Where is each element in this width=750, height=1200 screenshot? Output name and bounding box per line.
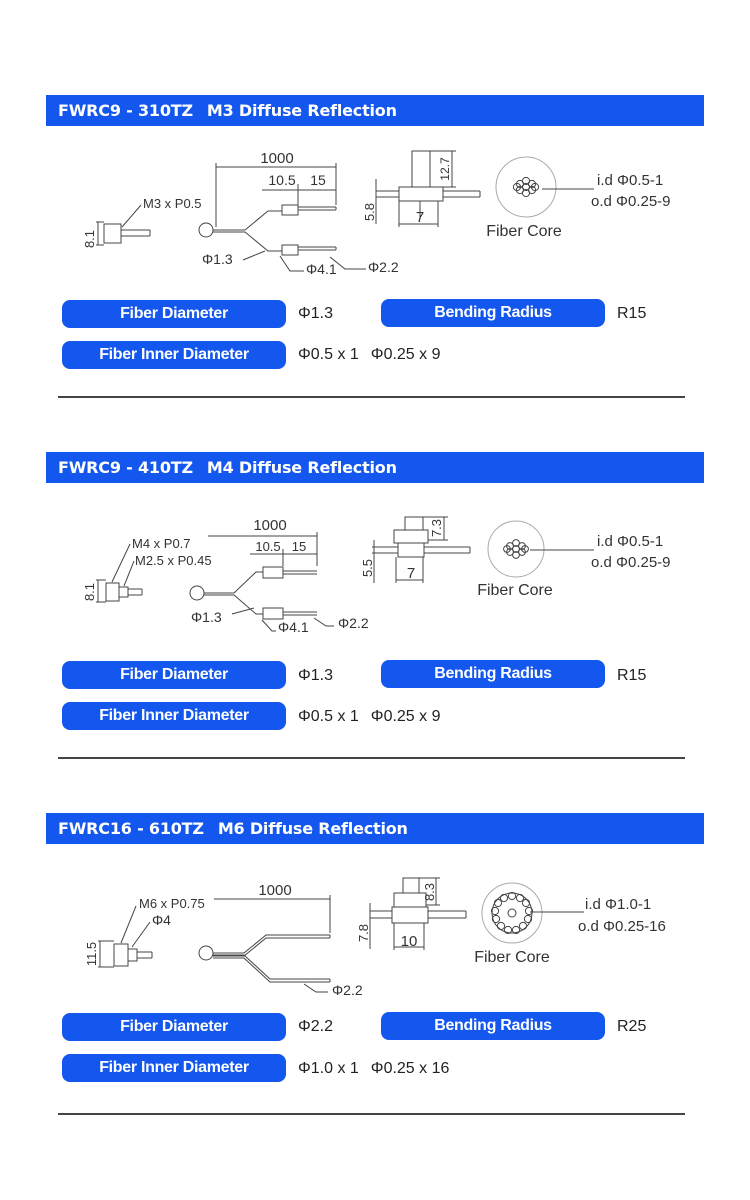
product-section-3 [0,813,750,1143]
side-width-label: 7 [406,565,416,582]
inner-core-value: Φ1.0 x 1 [298,1060,359,1077]
section-divider [58,1113,685,1115]
inner-outer-value: Φ0.25 x 9 [370,708,441,725]
technical-drawing [0,857,750,1007]
technical-drawing [0,496,750,646]
outer-diameter-label: o.d Φ0.25-16 [578,918,666,935]
bending-radius-pill: Bending Radius [381,1012,605,1040]
technical-drawing [0,139,750,289]
cable-od-label: Φ2.2 [332,982,363,998]
section-divider [58,396,685,398]
fiber-diameter-pill: Fiber Diameter [62,1013,286,1041]
side-width-label: 10 [400,933,418,950]
fiber-inner-diameter-value [298,1055,449,1083]
bending-radius-value: R25 [617,1018,647,1035]
side-height-label: 7.8 [356,923,371,943]
fiber-inner-diameter-value [298,341,441,369]
fiber-od-label: Φ1.3 [202,251,233,267]
side-width-label: 7 [415,209,425,226]
fiber-diameter-value: Φ1.3 [298,667,334,684]
bending-radius-pill: Bending Radius [381,660,605,688]
outer-diameter-label: o.d Φ0.25-9 [591,193,671,210]
length-label: 1000 [260,150,294,167]
dim-b-label: 15 [291,539,307,554]
bending-radius-value: R15 [617,305,647,322]
model-description: M6 Diffuse Reflection [217,819,408,838]
section-title-bar [46,95,704,126]
fiber-inner-diameter-pill: Fiber Inner Diameter [62,702,286,730]
product-section-1 [0,95,750,425]
nut-height-label: 7.3 [429,518,444,538]
section-divider [58,757,685,759]
side-height-label: 5.8 [362,202,377,222]
fiber-core-label: Fiber Core [474,949,550,966]
length-label: 1000 [253,517,287,534]
length-label: 1000 [258,882,292,899]
sleeve-od-label: Φ4.1 [278,619,309,635]
side-height-label: 5.5 [360,558,375,578]
thread2-label: M2.5 x P0.45 [135,553,212,568]
head-height-label: 8.1 [82,229,97,249]
fiber-core-outer [496,157,556,217]
cable-od-label: Φ2.2 [338,615,369,631]
inner-diameter-label: i.d Φ1.0-1 [585,896,652,913]
sleeve-od-label: Φ4.1 [306,261,337,277]
fiber-inner-diameter-value [298,703,441,731]
cable-od-label: Φ2.2 [368,259,399,275]
thread-label: M4 x P0.7 [132,536,191,551]
section-title-bar [46,813,704,844]
fiber-diameter-value: Φ2.2 [298,1018,334,1035]
section-title-bar [46,452,704,483]
inner-core-value: Φ0.5 x 1 [298,346,359,363]
head-height-label: 11.5 [84,941,99,967]
thread2-label: Φ4 [152,912,171,928]
head-height-label: 8.1 [82,582,97,602]
nut-height-label: 12.7 [438,157,452,181]
inner-core-value: Φ0.5 x 1 [298,708,359,725]
nut-height-label: 8.3 [422,882,437,902]
fiber-core-label: Fiber Core [477,582,553,599]
model-description: M4 Diffuse Reflection [206,458,397,477]
model-name: FWRC9 - 410TZ [58,458,193,477]
inner-outer-value: Φ0.25 x 9 [370,346,441,363]
fiber-inner-diameter-pill: Fiber Inner Diameter [62,1054,286,1082]
bending-radius-value: R15 [617,667,647,684]
model-description: M3 Diffuse Reflection [206,101,397,120]
inner-diameter-label: i.d Φ0.5-1 [597,533,664,550]
fiber-core-label: Fiber Core [486,223,562,240]
inner-diameter-label: i.d Φ0.5-1 [597,172,664,189]
dim-a-label: 10.5 [268,172,296,188]
bending-radius-pill: Bending Radius [381,299,605,327]
thread-label: M6 x P0.75 [139,896,205,911]
dim-b-label: 15 [310,172,326,188]
model-name: FWRC9 - 310TZ [58,101,193,120]
fiber-diameter-pill: Fiber Diameter [62,300,286,328]
thread-label: M3 x P0.5 [143,196,202,211]
sensor-head-shape [104,224,121,243]
fiber-od-label: Φ1.3 [191,609,222,625]
outer-diameter-label: o.d Φ0.25-9 [591,554,671,571]
product-section-2 [0,452,750,782]
inner-outer-value: Φ0.25 x 16 [370,1060,450,1077]
fiber-diameter-pill: Fiber Diameter [62,661,286,689]
dim-a-label: 10.5 [255,539,281,554]
fiber-inner-diameter-pill: Fiber Inner Diameter [62,341,286,369]
model-name: FWRC16 - 610TZ [58,819,204,838]
fiber-diameter-value: Φ1.3 [298,305,334,322]
